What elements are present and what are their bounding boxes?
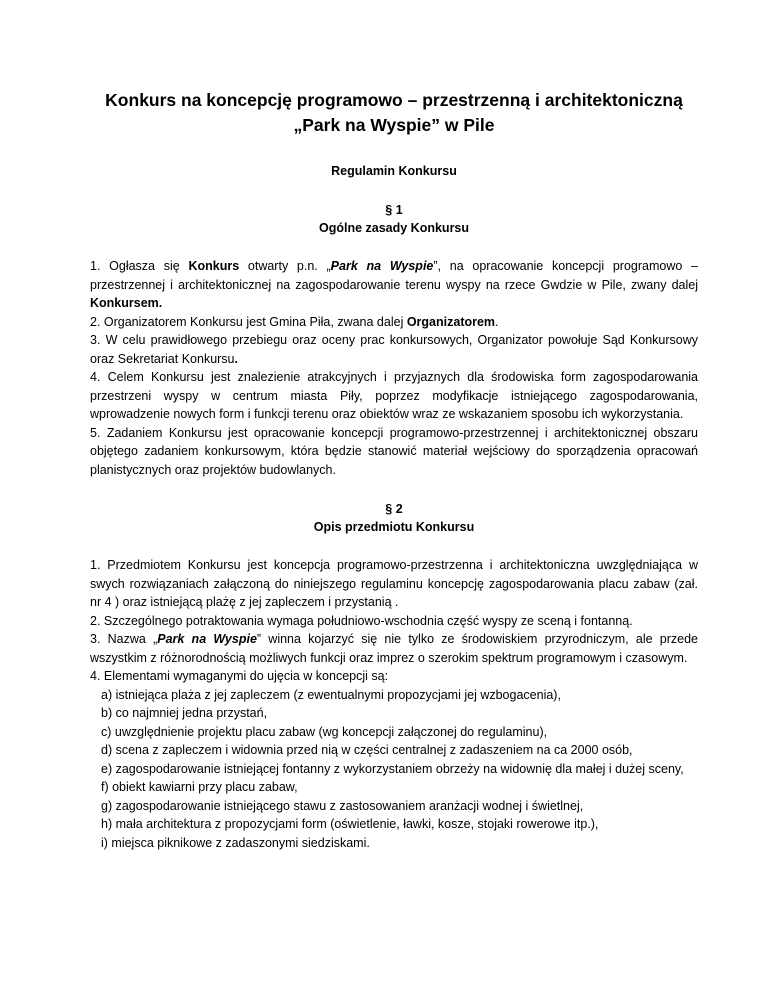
s2-point-3: 3. Nazwa „Park na Wyspie” winna kojarzyć się nie tylko ze środowiskiem przyrodniczym, ale przede wszystkim z różnorodnością możliwych funkcji oraz imprez o szerokim spektrum programowym i czasowym.: [90, 632, 698, 665]
section-2-heading: Opis przedmiotu Konkursu: [313, 520, 475, 534]
list-item: b) co najmniej jedna przystań,: [101, 706, 268, 720]
section-1-number: § 1: [385, 203, 403, 217]
section-2-body: [90, 556, 698, 852]
title-line-2: „Park na Wyspie” w Pile: [293, 115, 495, 135]
list-item: a) istniejąca plaża z jej zapleczem (z ewentualnymi propozycjami jej wzbogacenia),: [101, 687, 561, 702]
document-page: [90, 88, 698, 852]
list-item: f) obiekt kawiarni przy placu zabaw,: [101, 780, 298, 794]
section-2-number: § 2: [385, 502, 403, 516]
s1-point-3: 3. W celu prawidłowego przebiegu oraz oceny prac konkursowych, Organizator powołuje Sąd Konkursowy oraz Sekretariat Konkursu.: [90, 333, 698, 366]
section-1-header: [90, 201, 698, 237]
list-item: h) mała architektura z propozycjami form (oświetlenie, ławki, kosze, stojaki rowerowe itp.),: [101, 817, 599, 831]
list-item: i) miejsca piknikowe z zadaszonymi siedziskami.: [101, 835, 370, 850]
list-item: d) scena z zapleczem i widownia przed nią w części centralnej z zadaszeniem na ca 2000 osób,: [101, 743, 633, 757]
list-item: g) zagospodarowanie istniejącego stawu z zastosowaniem aranżacji wodnej i świetlnej,: [101, 798, 584, 813]
list-item: e) zagospodarowanie istniejącej fontanny z wykorzystaniem obrzeży na widownię dla małej i dużej sceny,: [101, 761, 684, 776]
s1-point-1: 1. Ogłasza się Konkurs otwarty p.n. „Park na Wyspie”, na opracowanie koncepcji programowo – przestrzennej i architektonicznej na zagospodarowanie terenu wyspy na rzece Gwdzie w Pile, zwany dalej Konkursem.: [90, 259, 698, 310]
s2-point-4: 4. Elementami wymaganymi do ujęcia w koncepcji są:: [90, 669, 389, 683]
document-subtitle: Regulamin Konkursu: [331, 164, 457, 178]
document-title: [90, 88, 698, 138]
list-item: c) uwzględnienie projektu placu zabaw (wg koncepcji załączonej do regulaminu),: [101, 724, 548, 739]
section-1-body: [90, 257, 698, 479]
section-2-header: [90, 500, 698, 536]
s1-point-4: 4. Celem Konkursu jest znalezienie atrakcyjnych i przyjaznych dla środowiska form zagospodarowania przestrzeni wyspy w centrum miasta Piły, poprzez modyfikacje istniejącego zagospodarowania, wprowadzenie nowych form i funkcji terenu oraz obiektów wraz ze wskazaniem sposobu ich wykorzystania.: [90, 370, 698, 421]
title-line-1: Konkurs na koncepcję programowo – przestrzenną i architektoniczną: [105, 90, 683, 110]
section-1-heading: Ogólne zasady Konkursu: [318, 221, 470, 235]
s1-point-2: 2. Organizatorem Konkursu jest Gmina Piła, zwana dalej Organizatorem.: [90, 314, 499, 329]
s1-point-5: 5. Zadaniem Konkursu jest opracowanie koncepcji programowo-przestrzennej i architektonicznej obszaru objętego zadaniem konkursowym, która będzie stanowić materiał wejściowy do sporządzenia opracowań planistycznych oraz projektów budowlanych.: [90, 425, 698, 477]
s2-point-2: 2. Szczególnego potraktowania wymaga południowo-wschodnia część wyspy ze sceną i fontanną.: [90, 613, 633, 628]
s2-point-1: 1. Przedmiotem Konkursu jest koncepcja programowo-przestrzenna i architektoniczna uwzględniająca w swych rozwiązaniach załączoną do niniejszego regulaminu koncepcję zagospodarowania placu zabaw (zał. nr 4 ) oraz istniejącą plażę z jej zapleczem i przystanią .: [90, 558, 698, 609]
